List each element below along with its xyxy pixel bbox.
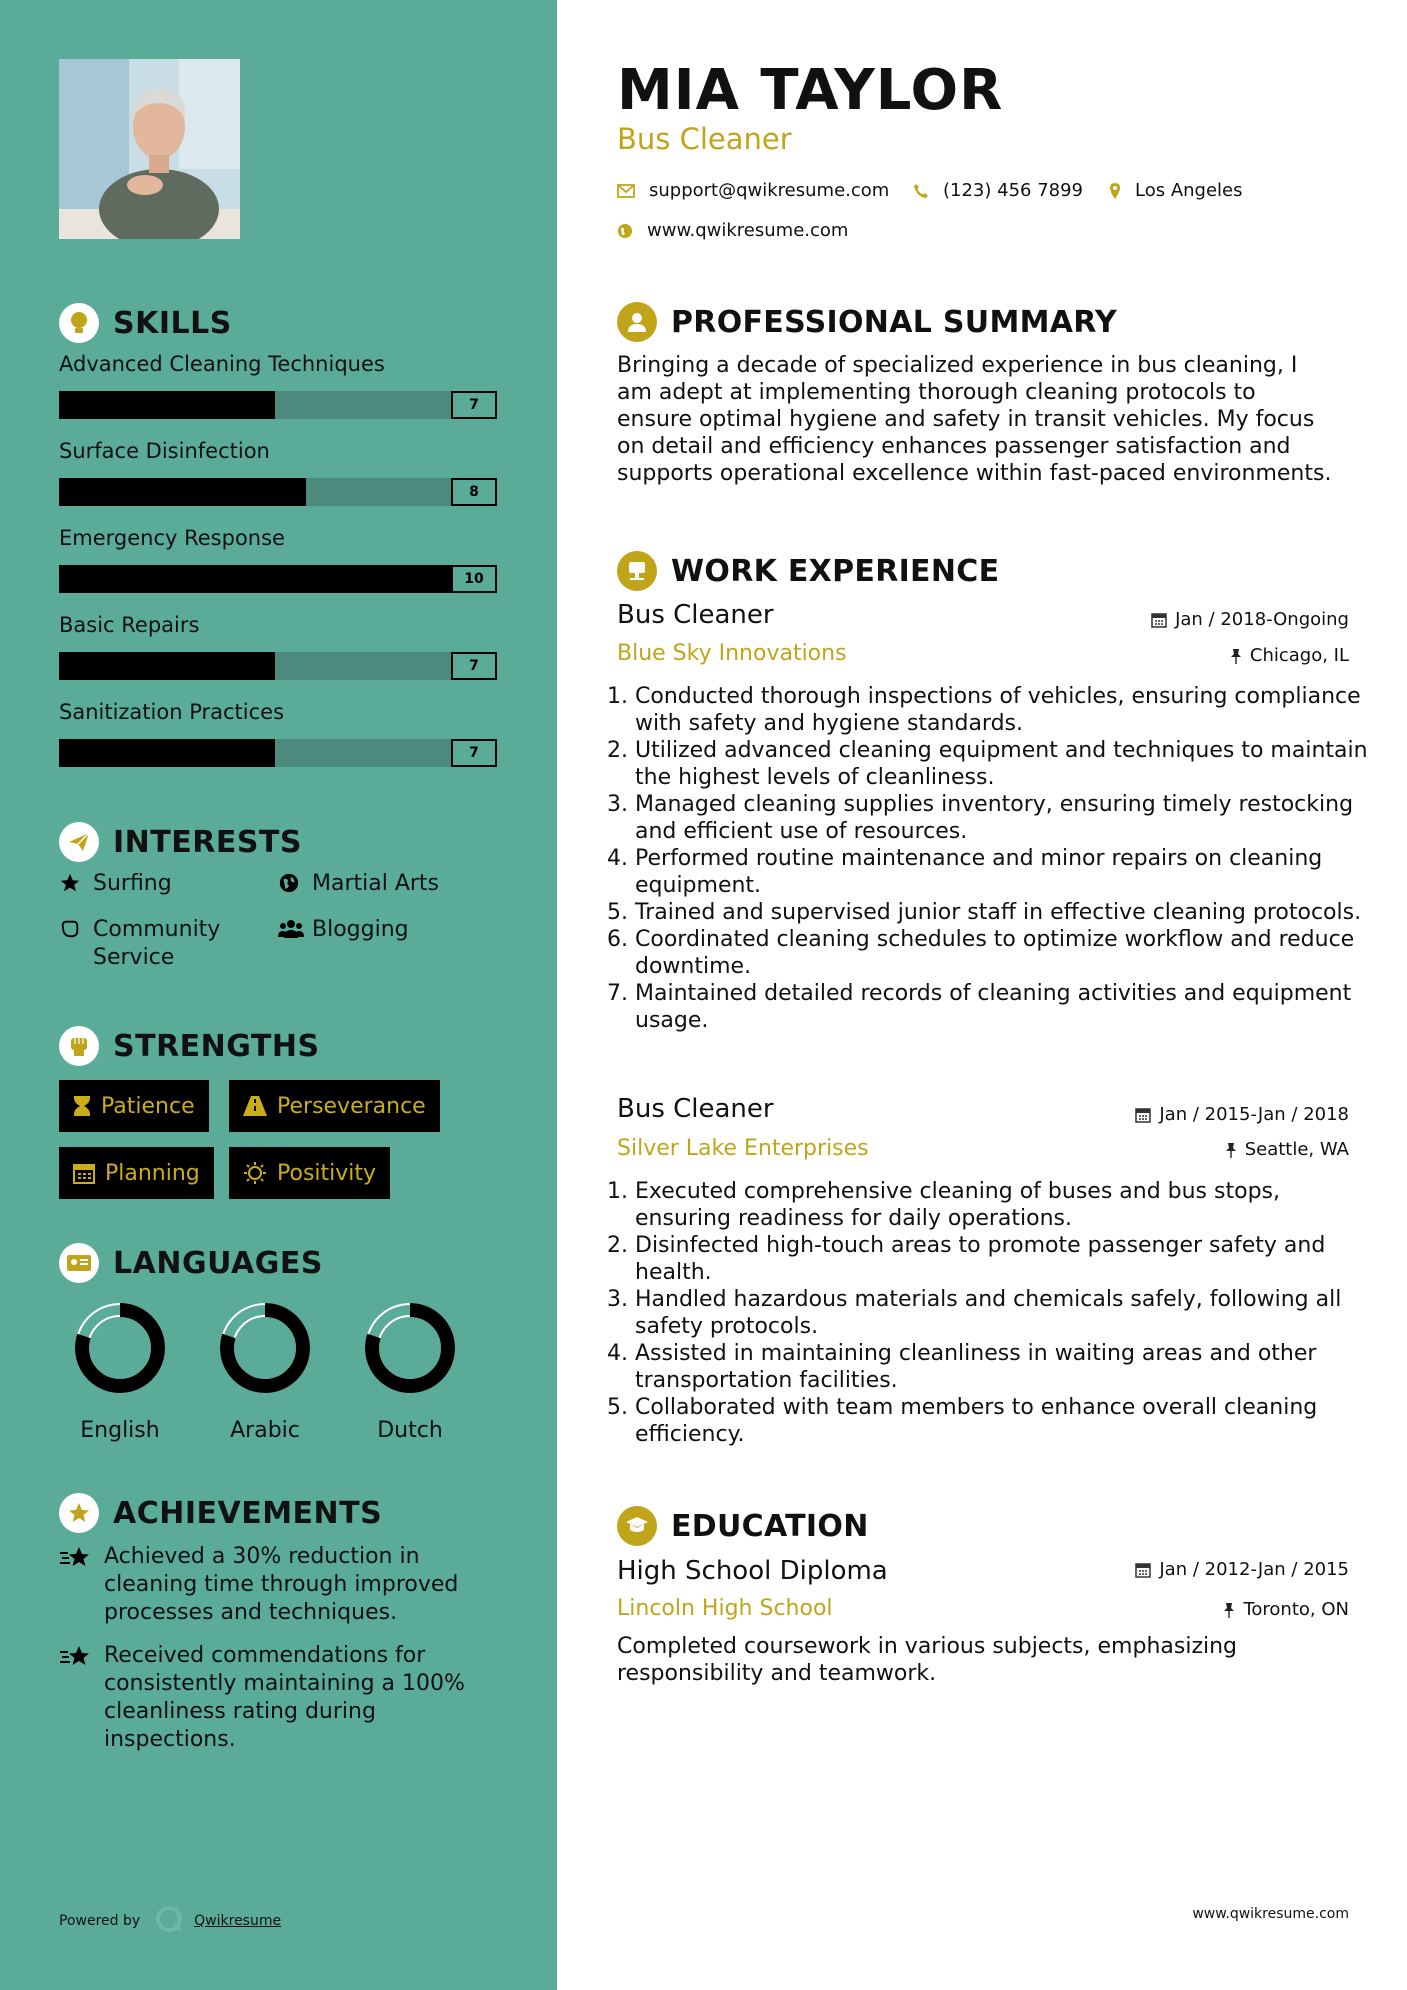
- person-name: MIA TAYLOR: [617, 58, 1004, 123]
- profile-photo: [59, 59, 240, 239]
- language-ring: [72, 1300, 168, 1396]
- map-pin-icon: [1109, 182, 1121, 200]
- skill-bar: [59, 391, 497, 419]
- skill-bar-fill: [59, 652, 275, 680]
- experience-title: WORK EXPERIENCE: [671, 553, 1000, 589]
- job-location: [1230, 645, 1349, 666]
- envelope-icon: [617, 184, 635, 198]
- lightbulb-icon: [59, 303, 99, 343]
- languages-title: LANGUAGES: [113, 1245, 323, 1281]
- strength-label: Patience: [101, 1093, 195, 1119]
- person-role: Bus Cleaner: [617, 122, 792, 156]
- language-item: [340, 1300, 480, 1443]
- skill-level: 7: [451, 652, 497, 680]
- star-icon: [59, 870, 85, 902]
- phone-text: (123) 456 7899: [943, 180, 1084, 201]
- language-item: [195, 1300, 335, 1443]
- language-ring: [217, 1300, 313, 1396]
- id-card-icon: [59, 1243, 99, 1283]
- skills-header: [59, 303, 232, 343]
- interests-title: INTERESTS: [113, 824, 302, 860]
- skill-label: Surface Disinfection: [59, 439, 270, 463]
- achievement-item: [59, 1642, 499, 1754]
- duty-item: 2. Utilized advanced cleaning equipment and techniques to maintain the highest levels of cleanliness.: [635, 737, 1375, 791]
- skill-level: 10: [451, 565, 497, 593]
- duty-item: 4. Performed routine maintenance and minor repairs on cleaning equipment.: [635, 845, 1375, 899]
- hourglass-icon: [73, 1095, 91, 1117]
- job-dates-text: Jan / 2018-Ongoing: [1175, 609, 1349, 630]
- skill-level: 7: [451, 391, 497, 419]
- interest-label: Surfing: [93, 871, 172, 896]
- job-dates: [1135, 1104, 1349, 1125]
- contact-phone[interactable]: [913, 180, 1083, 201]
- location-text: Los Angeles: [1135, 180, 1243, 201]
- globe-icon: [278, 870, 304, 902]
- job-duties: [617, 1178, 1375, 1448]
- summary-header: [617, 302, 1117, 342]
- footer-url[interactable]: www.qwikresume.com: [1192, 1906, 1349, 1922]
- calendar-icon: [1135, 1107, 1151, 1123]
- briefcase-icon: [617, 551, 657, 591]
- hand-icon: [59, 916, 85, 948]
- language-item: [50, 1300, 190, 1443]
- strength-chip: [59, 1147, 214, 1199]
- education-school: Lincoln High School: [617, 1596, 833, 1621]
- skill-label: Basic Repairs: [59, 613, 200, 637]
- pushpin-icon: [1225, 1142, 1237, 1158]
- sidebar: [0, 0, 557, 1990]
- qwikresume-logo-icon: [154, 1904, 184, 1938]
- job-location-text: Chicago, IL: [1249, 645, 1349, 666]
- main-content: [557, 0, 1407, 1990]
- interest-item: [59, 870, 172, 902]
- skill-level: 8: [451, 478, 497, 506]
- interest-label: Martial Arts: [312, 871, 440, 896]
- skill-label: Sanitization Practices: [59, 700, 285, 724]
- education-location-text: Toronto, ON: [1243, 1599, 1349, 1620]
- pushpin-icon: [1230, 648, 1242, 664]
- interest-item: [278, 870, 439, 902]
- achievements-title: ACHIEVEMENTS: [113, 1495, 383, 1531]
- education-dates-text: Jan / 2012-Jan / 2015: [1159, 1559, 1349, 1580]
- globe-icon: [617, 223, 633, 239]
- website-text: www.qwikresume.com: [647, 220, 849, 241]
- paper-plane-icon: [59, 822, 99, 862]
- skill-bar: [59, 565, 497, 593]
- skill-bar: [59, 739, 497, 767]
- summary-text: Bringing a decade of specialized experience in bus cleaning, I am adept at implementing thorough cleaning protocols to ensure optimal hygiene and safety in transit vehicles. My focus on detail and efficiency enhances passenger satisfaction and supports operational excellence within fast-paced environments.: [617, 353, 1332, 486]
- achievements-header: [59, 1493, 382, 1533]
- education-dates: [1135, 1559, 1349, 1580]
- education-text: Completed coursework in various subjects, emphasizing responsibility and teamwork.: [617, 1634, 1238, 1686]
- education-header: [617, 1506, 869, 1546]
- strengths-header: [59, 1026, 320, 1066]
- road-icon: [243, 1096, 267, 1116]
- skill-bar: [59, 652, 497, 680]
- skill-level: 7: [451, 739, 497, 767]
- skill-bar-fill: [59, 739, 275, 767]
- sun-icon: [243, 1161, 267, 1185]
- interest-item: [278, 916, 409, 948]
- skills-title: SKILLS: [113, 305, 232, 341]
- duty-item: 1. Conducted thorough inspections of vehicles, ensuring compliance with safety and hygiene standards.: [635, 683, 1375, 737]
- duty-item: 1. Executed comprehensive cleaning of buses and bus stops, ensuring readiness for daily operations.: [635, 1178, 1375, 1232]
- duty-item: 5. Trained and supervised junior staff in effective cleaning protocols.: [635, 899, 1375, 926]
- calendar-icon: [73, 1162, 95, 1184]
- shooting-star-icon: [59, 1642, 104, 1754]
- duty-item: 5. Collaborated with team members to enhance overall cleaning efficiency.: [635, 1394, 1375, 1448]
- users-icon: [278, 916, 304, 948]
- strength-label: Perseverance: [277, 1093, 426, 1119]
- skill-bar-fill: [59, 478, 306, 506]
- shooting-star-icon: [59, 1543, 104, 1627]
- strength-chip: [229, 1147, 390, 1199]
- contact-location: [1109, 180, 1243, 201]
- job-company: Silver Lake Enterprises: [617, 1136, 869, 1161]
- achievement-text: Achieved a 30% reduction in cleaning time through improved processes and techniques.: [104, 1544, 459, 1625]
- phone-icon: [913, 183, 929, 199]
- summary-title: PROFESSIONAL SUMMARY: [671, 304, 1118, 340]
- qwikresume-link[interactable]: Qwikresume: [194, 1913, 282, 1929]
- job-duties: [617, 683, 1375, 1034]
- interest-item: [59, 916, 259, 972]
- language-label: English: [80, 1418, 160, 1443]
- powered-by-label: Powered by: [59, 1913, 141, 1929]
- duty-item: 4. Assisted in maintaining cleanliness in waiting areas and other transportation facilities.: [635, 1340, 1375, 1394]
- achievement-item: [59, 1543, 499, 1627]
- calendar-icon: [1135, 1562, 1151, 1578]
- education-degree: High School Diploma: [617, 1556, 888, 1586]
- interests-header: [59, 822, 302, 862]
- strength-chip: [59, 1080, 209, 1132]
- achievement-text: Received commendations for consistently maintaining a 100% cleanliness rating during inspections.: [104, 1643, 465, 1752]
- contact-website[interactable]: [617, 220, 848, 241]
- skill-label: Emergency Response: [59, 526, 285, 550]
- skill-label: Advanced Cleaning Techniques: [59, 352, 385, 376]
- job-title: Bus Cleaner: [617, 1094, 774, 1124]
- email-text: support@qwikresume.com: [649, 180, 890, 201]
- skill-bar-fill: [59, 565, 455, 593]
- strengths-title: STRENGTHS: [113, 1028, 320, 1064]
- skill-bar: [59, 478, 497, 506]
- languages-header: [59, 1243, 323, 1283]
- calendar-icon: [1151, 612, 1167, 628]
- strength-label: Planning: [105, 1160, 200, 1186]
- skill-bar-fill: [59, 391, 275, 419]
- language-label: Arabic: [230, 1418, 300, 1443]
- strength-chip: [229, 1080, 440, 1132]
- interest-label: Community Service: [93, 917, 221, 970]
- duty-item: 7. Maintained detailed records of cleaning activities and equipment usage.: [635, 980, 1375, 1034]
- duty-item: 3. Handled hazardous materials and chemicals safely, following all safety protocols.: [635, 1286, 1375, 1340]
- graduation-icon: [617, 1506, 657, 1546]
- duty-item: 3. Managed cleaning supplies inventory, ensuring timely restocking and efficient use of resources.: [635, 791, 1375, 845]
- job-location: [1225, 1139, 1349, 1160]
- job-location-text: Seattle, WA: [1244, 1139, 1349, 1160]
- job-title: Bus Cleaner: [617, 600, 774, 630]
- education-title: EDUCATION: [671, 1508, 869, 1544]
- user-icon: [617, 302, 657, 342]
- experience-header: [617, 551, 999, 591]
- contact-email[interactable]: [617, 180, 889, 201]
- interest-label: Blogging: [312, 917, 409, 942]
- strength-label: Positivity: [277, 1160, 377, 1186]
- education-location: [1223, 1599, 1349, 1620]
- job-company: Blue Sky Innovations: [617, 641, 847, 666]
- language-ring: [362, 1300, 458, 1396]
- job-dates: [1151, 609, 1349, 630]
- fist-icon: [59, 1026, 99, 1066]
- powered-by: [59, 1904, 281, 1938]
- language-label: Dutch: [377, 1418, 443, 1443]
- job-dates-text: Jan / 2015-Jan / 2018: [1159, 1104, 1349, 1125]
- duty-item: 2. Disinfected high-touch areas to promote passenger safety and health.: [635, 1232, 1375, 1286]
- pushpin-icon: [1223, 1602, 1235, 1618]
- star-badge-icon: [59, 1493, 99, 1533]
- duty-item: 6. Coordinated cleaning schedules to optimize workflow and reduce downtime.: [635, 926, 1375, 980]
